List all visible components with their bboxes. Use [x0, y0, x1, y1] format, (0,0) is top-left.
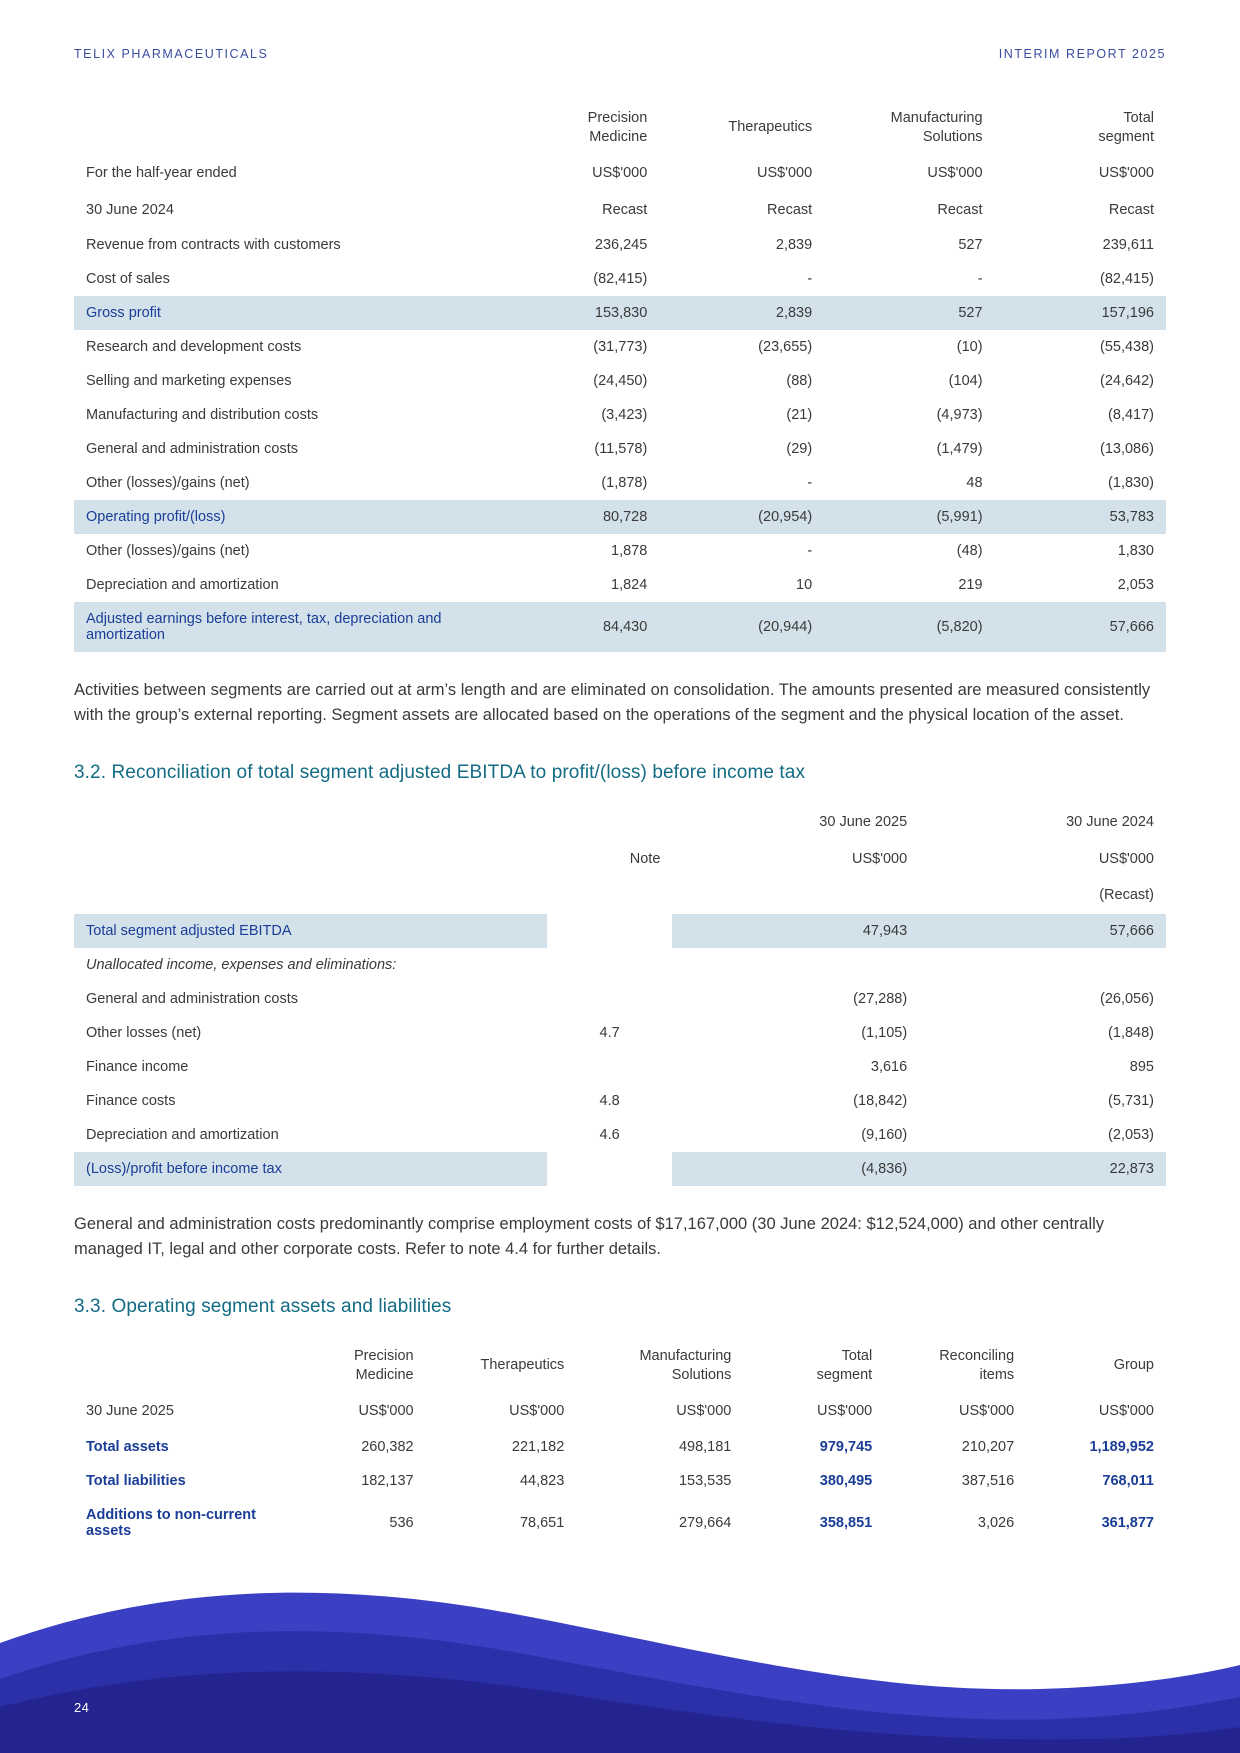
- row-note-reference: 4.8: [599, 1092, 620, 1109]
- reconciliation-header-note: Note: [629, 850, 661, 867]
- row-value: 182,137: [361, 1472, 414, 1489]
- row-value: (23,655): [758, 339, 813, 356]
- row-value: (88): [786, 373, 813, 390]
- row-value: (48): [956, 543, 983, 560]
- row-label: Total assets: [86, 1438, 169, 1455]
- row-note-reference: 4.7: [599, 1024, 620, 1041]
- page-content: [74, 100, 1166, 1548]
- table-row: [74, 1016, 1166, 1050]
- row-value: [919, 948, 1166, 982]
- assets-header-blank: [74, 1338, 285, 1393]
- table-row: [74, 1430, 1166, 1464]
- col-line-1: Total: [841, 1348, 873, 1365]
- row-value: 157,196: [995, 296, 1166, 330]
- row-value: (1,878): [601, 475, 648, 492]
- assets-units-therapeutics: US$'000: [509, 1403, 565, 1420]
- header-report-title: INTERIM REPORT 2025: [998, 47, 1166, 61]
- row-label: Total liabilities: [86, 1472, 186, 1489]
- row-label: General and administration costs: [86, 441, 298, 458]
- row-value: (104): [948, 373, 983, 390]
- reconciliation-recast-2024: (Recast): [1099, 887, 1154, 904]
- row-value: (24,450): [593, 373, 648, 390]
- table-row: [74, 500, 1166, 534]
- table-row: [74, 296, 1166, 330]
- row-value: 361,877: [1101, 1514, 1154, 1531]
- row-label: Total segment adjusted EBITDA: [74, 914, 547, 948]
- col-line-2: Solutions: [922, 128, 983, 145]
- segment-header-row-units: [74, 155, 1166, 192]
- assets-header-total-segment: [743, 1338, 884, 1393]
- row-value: 10: [796, 577, 813, 594]
- row-value: (5,820): [824, 602, 994, 652]
- row-value: -: [807, 475, 813, 492]
- row-value: 768,011: [1102, 1472, 1154, 1489]
- table-row: [74, 1118, 1166, 1152]
- assets-header-reconciling-items: [884, 1338, 1026, 1393]
- row-value: 536: [389, 1514, 414, 1531]
- row-value: (5,991): [824, 500, 994, 534]
- col-line-1: Manufacturing: [639, 1348, 732, 1365]
- row-value: 979,745: [819, 1438, 873, 1455]
- section-heading-3-2: 3.2. Reconciliation of total segment adjusted EBITDA to profit/(loss) before income tax: [74, 762, 806, 784]
- reconciliation-header-note-blank: [547, 804, 673, 841]
- row-value: 2,839: [775, 237, 813, 254]
- row-value: (8,417): [1108, 407, 1154, 424]
- segment-header-date-label: 30 June 2024: [86, 201, 174, 218]
- row-label: Other (losses)/gains (net): [86, 475, 250, 492]
- segment-recast-therapeutics: Recast: [767, 201, 813, 218]
- segment-results-thead: [74, 100, 1166, 228]
- reconciliation-header-blank-3: [74, 877, 547, 914]
- reconciliation-table-wrapper: [74, 804, 1166, 1186]
- col-line-1: Precision: [353, 1348, 414, 1365]
- row-label: Gross profit: [74, 296, 494, 330]
- row-label: Research and development costs: [86, 339, 302, 356]
- assets-units-total-segment: US$'000: [817, 1403, 873, 1420]
- segment-units-total-segment: US$'000: [1098, 165, 1154, 182]
- row-value: 3,616: [870, 1058, 908, 1075]
- col-line-2: segment: [816, 1366, 873, 1383]
- row-value: [672, 948, 919, 982]
- row-value: (1,105): [861, 1024, 908, 1041]
- row-value: 219: [958, 577, 983, 594]
- table-row: [74, 948, 1166, 982]
- row-value: -: [807, 271, 813, 288]
- row-label: General and administration costs: [86, 990, 298, 1007]
- running-header: [74, 47, 1166, 61]
- row-label: (Loss)/profit before income tax: [74, 1152, 547, 1186]
- reconciliation-units-2024: US$'000: [1098, 850, 1154, 867]
- reconciliation-header-date-2024: 30 June 2024: [1066, 814, 1154, 831]
- row-value: 78,651: [519, 1514, 565, 1531]
- row-label: Manufacturing and distribution costs: [86, 407, 319, 424]
- col-line-1: Reconciling: [939, 1348, 1015, 1365]
- segment-header-row-recast: [74, 192, 1166, 229]
- table-row: [74, 1152, 1166, 1186]
- col-line-1: Manufacturing: [890, 110, 983, 126]
- row-value: 387,516: [961, 1472, 1015, 1489]
- row-label: Depreciation and amortization: [86, 577, 279, 594]
- assets-header-row-units: [74, 1393, 1166, 1430]
- row-note-reference: [547, 982, 673, 1016]
- row-note-reference: [547, 948, 673, 982]
- row-value: 527: [824, 296, 994, 330]
- table-row: [74, 228, 1166, 262]
- col-line-2: Medicine: [589, 128, 648, 145]
- row-value: 53,783: [995, 500, 1166, 534]
- table-row: [74, 330, 1166, 364]
- row-value: 57,666: [995, 602, 1166, 652]
- row-value: (4,973): [936, 407, 983, 424]
- assets-units-manufacturing-solutions: US$'000: [676, 1403, 732, 1420]
- table-row: [74, 364, 1166, 398]
- row-label: Cost of sales: [86, 271, 170, 288]
- row-label: Adjusted earnings before interest, tax, depreciation and amortization: [74, 602, 494, 652]
- col-line-1: Total: [1123, 110, 1154, 126]
- assets-thead: [74, 1338, 1166, 1430]
- section-heading-3-3: 3.3. Operating segment assets and liabilities: [74, 1296, 452, 1318]
- row-label: Finance income: [86, 1058, 189, 1075]
- row-value: -: [977, 271, 983, 288]
- segment-header-period-label: For the half-year ended: [86, 165, 237, 182]
- col-line-2: Therapeutics: [480, 1357, 565, 1374]
- assets-units-precision-medicine: US$'000: [358, 1403, 414, 1420]
- row-value: (10): [956, 339, 983, 356]
- table-row: [74, 398, 1166, 432]
- row-value: 1,189,952: [1089, 1438, 1154, 1455]
- row-value: 3,026: [977, 1514, 1015, 1531]
- reconciliation-header-row-units: [74, 841, 1166, 878]
- row-label: Unallocated income, expenses and eliminations:: [86, 956, 397, 973]
- segment-header-precision-medicine: [494, 100, 659, 155]
- reconciliation-table: [74, 804, 1166, 1186]
- table-row: [74, 1050, 1166, 1084]
- row-value: 2,839: [659, 296, 824, 330]
- assets-header-row-titles: [74, 1338, 1166, 1393]
- table-row: [74, 466, 1166, 500]
- row-label: Selling and marketing expenses: [86, 373, 292, 390]
- col-line-2: Solutions: [671, 1366, 732, 1383]
- segment-recast-precision-medicine: Recast: [602, 201, 648, 218]
- assets-header-date-label: 30 June 2025: [86, 1403, 174, 1420]
- row-note-reference: [547, 1152, 673, 1186]
- row-value: 1,830: [1117, 543, 1154, 560]
- row-value: -: [807, 543, 813, 560]
- row-value: 895: [1129, 1058, 1154, 1075]
- segment-header-therapeutics: [659, 100, 824, 155]
- row-value: (29): [786, 441, 813, 458]
- segment-results-table: [74, 100, 1166, 652]
- assets-units-reconciling-items: US$'000: [959, 1403, 1015, 1420]
- row-value: (82,415): [1099, 271, 1154, 288]
- row-value: (55,438): [1099, 339, 1154, 356]
- row-label: Depreciation and amortization: [86, 1126, 279, 1143]
- row-value: (26,056): [1099, 990, 1154, 1007]
- segment-results-tbody: [74, 228, 1166, 652]
- row-value: (31,773): [593, 339, 648, 356]
- col-line-2: segment: [1098, 128, 1154, 145]
- row-value: 380,495: [819, 1472, 873, 1489]
- row-value: (9,160): [861, 1126, 908, 1143]
- row-value: 358,851: [819, 1514, 873, 1531]
- segment-header-total-segment: [995, 100, 1166, 155]
- segment-recast-total-segment: Recast: [1108, 201, 1154, 218]
- row-value: 498,181: [678, 1438, 732, 1455]
- row-value: (1,848): [1108, 1024, 1154, 1041]
- page-footer: [0, 1493, 1240, 1753]
- table-row: [74, 982, 1166, 1016]
- row-value: (1,479): [936, 441, 983, 458]
- row-value: 221,182: [511, 1438, 565, 1455]
- row-value: 153,535: [678, 1472, 732, 1489]
- row-value: (4,836): [672, 1152, 919, 1186]
- row-label: Operating profit/(loss): [74, 500, 494, 534]
- reconciliation-header-row-recast: [74, 877, 1166, 914]
- assets-header-group: [1026, 1338, 1166, 1393]
- row-value: 1,824: [611, 577, 648, 594]
- row-note-reference: [547, 1050, 673, 1084]
- row-value: 48: [966, 475, 983, 492]
- row-value: 2,053: [1117, 577, 1154, 594]
- row-label: Other losses (net): [86, 1024, 202, 1041]
- row-label: Additions to non-current assets: [86, 1506, 256, 1539]
- row-value: 279,664: [678, 1514, 732, 1531]
- col-line-2: items: [979, 1366, 1015, 1383]
- reconciliation-units-2025: US$'000: [852, 850, 908, 867]
- reconciliation-recast-note: [547, 877, 673, 914]
- segment-results-table-wrapper: [74, 100, 1166, 652]
- row-value: 153,830: [494, 296, 659, 330]
- table-row: [74, 262, 1166, 296]
- row-value: (11,578): [594, 441, 648, 458]
- row-value: 236,245: [594, 237, 648, 254]
- assets-header-therapeutics: [426, 1338, 577, 1393]
- row-note-reference: 4.6: [599, 1126, 620, 1143]
- segment-units-precision-medicine: US$'000: [592, 165, 648, 182]
- table-row: [74, 568, 1166, 602]
- row-value: (2,053): [1108, 1126, 1154, 1143]
- row-value: 44,823: [519, 1472, 565, 1489]
- reconciliation-header-blank: [74, 804, 547, 841]
- segment-units-manufacturing-solutions: US$'000: [927, 165, 983, 182]
- header-company-name: TELIX PHARMACEUTICALS: [74, 47, 269, 61]
- row-value: (20,944): [659, 602, 824, 652]
- reconciliation-header-blank-2: [74, 841, 547, 878]
- segment-units-therapeutics: US$'000: [757, 165, 813, 182]
- assets-units-group: US$'000: [1098, 1403, 1154, 1420]
- row-value: (3,423): [601, 407, 648, 424]
- row-value: (24,642): [1099, 373, 1154, 390]
- col-line-2: Medicine: [355, 1366, 414, 1383]
- row-value: 260,382: [361, 1438, 414, 1455]
- assets-header-precision-medicine: [285, 1338, 426, 1393]
- segment-header-row-titles: [74, 100, 1166, 155]
- segment-recast-manufacturing-solutions: Recast: [937, 201, 983, 218]
- row-value: (20,954): [659, 500, 824, 534]
- row-value: (82,415): [593, 271, 648, 288]
- reconciliation-thead: [74, 804, 1166, 914]
- segment-header-manufacturing-solutions: [824, 100, 994, 155]
- row-value: 57,666: [919, 914, 1166, 948]
- row-value: 527: [958, 237, 983, 254]
- row-value: 1,878: [611, 543, 648, 560]
- row-value: (13,086): [1099, 441, 1154, 458]
- row-label: Revenue from contracts with customers: [86, 237, 341, 254]
- row-value: 84,430: [494, 602, 659, 652]
- footer-wave-graphic: [0, 1493, 1240, 1753]
- reconciliation-header-row-dates: [74, 804, 1166, 841]
- col-line-1: Precision: [587, 110, 648, 126]
- reconciliation-tbody: [74, 914, 1166, 1186]
- row-value: (1,830): [1108, 475, 1154, 492]
- row-value: 239,611: [1102, 237, 1154, 254]
- table-row: [74, 432, 1166, 466]
- row-note-reference: [547, 914, 673, 948]
- col-line-2: Therapeutics: [728, 119, 813, 136]
- table-row: [74, 1084, 1166, 1118]
- page-number: 24: [74, 1700, 90, 1715]
- row-value: 80,728: [494, 500, 659, 534]
- row-value: (5,731): [1108, 1092, 1154, 1109]
- row-value: 22,873: [919, 1152, 1166, 1186]
- row-value: (27,288): [853, 990, 908, 1007]
- table-row: [74, 534, 1166, 568]
- row-value: (18,842): [853, 1092, 908, 1109]
- table-row: [74, 602, 1166, 652]
- reconciliation-recast-2025: [672, 877, 919, 914]
- reconciliation-header-date-2025: 30 June 2025: [819, 814, 908, 831]
- row-label: Other (losses)/gains (net): [86, 543, 250, 560]
- segment-header-blank: [74, 100, 494, 155]
- assets-header-manufacturing-solutions: [576, 1338, 743, 1393]
- segment-activities-paragraph: Activities between segments are carried out at arm’s length and are eliminated on consolidation. The amounts presented are measured consistently with the group’s external reporting. Segment assets are allocated based on the operations of the segment and the physical location of the asset.: [74, 681, 1151, 725]
- col-line-2: Group: [1113, 1357, 1154, 1374]
- row-value: (21): [786, 407, 813, 424]
- row-label: Finance costs: [86, 1092, 176, 1109]
- table-row: [74, 914, 1166, 948]
- row-value: 210,207: [961, 1438, 1015, 1455]
- row-value: 47,943: [672, 914, 919, 948]
- general-admin-costs-paragraph: General and administration costs predominantly comprise employment costs of $17,167,000 (30 June 2024: $12,524,000) and other centrally managed IT, legal and other corporate costs. Refer to note 4.4 for further details.: [74, 1214, 1105, 1259]
